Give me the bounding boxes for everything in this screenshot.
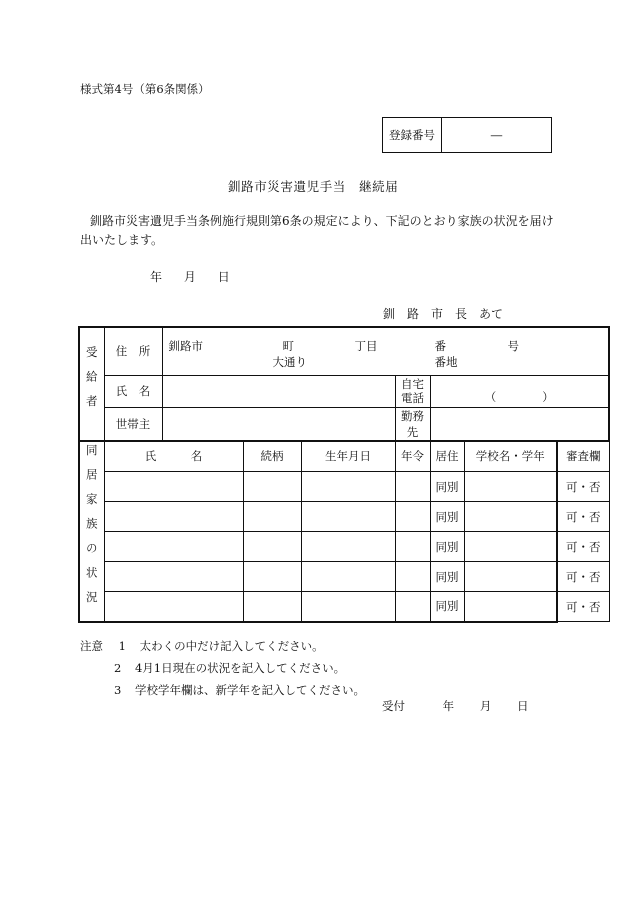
family-residence-cell[interactable]: 同別 — [430, 502, 464, 532]
family-name-cell[interactable] — [104, 502, 243, 532]
address-chome-label: 丁目 — [354, 339, 378, 353]
phone-field[interactable]: （ ） — [430, 375, 609, 407]
date-year-label: 年 — [150, 270, 163, 284]
registration-number-label: 登録番号 — [383, 118, 442, 152]
family-residence-cell[interactable]: 同別 — [430, 592, 464, 622]
date-month-label: 月 — [183, 270, 196, 284]
family-relation-header: 続柄 — [243, 441, 301, 472]
review-cell[interactable]: 可・否 — [557, 472, 609, 502]
address-label: 住 所 — [104, 327, 162, 375]
householder-field[interactable] — [162, 407, 395, 441]
family-residence-cell[interactable]: 同別 — [430, 562, 464, 592]
receipt-year-label: 年 — [442, 699, 455, 713]
family-row — [79, 472, 609, 502]
address-odori-label: 大通り — [272, 355, 307, 369]
family-relation-cell[interactable] — [243, 562, 301, 592]
family-age-cell[interactable] — [395, 472, 430, 502]
recipient-section-label: 受給者 — [79, 327, 104, 441]
address-town-label: 町 — [282, 339, 294, 353]
note-number: 2 — [114, 661, 122, 675]
family-relation-cell[interactable] — [243, 502, 301, 532]
family-birth-cell[interactable] — [301, 562, 395, 592]
workplace-field[interactable] — [430, 407, 609, 441]
review-cell[interactable]: 可・否 — [557, 592, 609, 622]
family-row — [79, 502, 609, 532]
family-name-cell[interactable] — [104, 562, 243, 592]
family-age-cell[interactable] — [395, 532, 430, 562]
phone-label: 自宅 電話 — [395, 375, 430, 407]
family-birth-cell[interactable] — [301, 502, 395, 532]
note-text: 学校学年欄は、新学年を記入してください。 — [134, 683, 365, 697]
address-banchi-label: 番地 — [434, 355, 458, 369]
receipt-date-line[interactable] — [382, 698, 528, 714]
notes-heading: 注意 — [80, 639, 103, 653]
date-day-label: 日 — [217, 270, 230, 284]
family-age-cell[interactable] — [395, 502, 430, 532]
note-text: 4月1日現在の状況を記入してください。 — [134, 661, 346, 675]
note-number: 1 — [118, 639, 126, 653]
family-row — [79, 562, 609, 592]
family-relation-cell[interactable] — [243, 472, 301, 502]
family-name-cell[interactable] — [104, 532, 243, 562]
family-age-header: 年令 — [395, 441, 430, 472]
name-label: 氏 名 — [104, 375, 162, 407]
form-number-label: 様式第4号（第6条関係） — [80, 82, 210, 96]
address-ban-label: 番 — [434, 339, 446, 353]
family-birth-header: 生年月日 — [301, 441, 395, 472]
note-number: 3 — [114, 683, 122, 697]
family-name-cell[interactable] — [104, 592, 243, 622]
family-birth-cell[interactable] — [301, 532, 395, 562]
family-name-cell[interactable] — [104, 472, 243, 502]
family-name-header: 氏 名 — [104, 441, 243, 472]
family-age-cell[interactable] — [395, 562, 430, 592]
addressee: 釧 路 市 長 あて — [383, 307, 504, 321]
family-birth-cell[interactable] — [301, 592, 395, 622]
family-section-label: 同居家族の状況 — [79, 441, 104, 622]
workplace-label: 勤務先 — [395, 407, 430, 441]
intro-text-line-2: 出いたします。 — [80, 233, 164, 247]
family-school-cell[interactable] — [464, 472, 557, 502]
name-field[interactable] — [162, 375, 395, 407]
family-school-header: 学校名・学年 — [464, 441, 557, 472]
address-go-label: 号 — [507, 339, 519, 353]
application-form-table — [78, 326, 610, 623]
family-residence-header: 居住 — [430, 441, 464, 472]
address-city: 釧路市 — [168, 339, 203, 353]
submission-date-line[interactable] — [150, 268, 230, 285]
address-field[interactable] — [162, 327, 609, 375]
document-title: 釧路市災害遺児手当 継続届 — [228, 179, 399, 194]
review-cell[interactable]: 可・否 — [557, 562, 609, 592]
family-school-cell[interactable] — [464, 592, 557, 622]
family-school-cell[interactable] — [464, 502, 557, 532]
registration-number-box — [382, 117, 552, 153]
receipt-day-label: 日 — [516, 699, 529, 713]
review-cell[interactable]: 可・否 — [557, 532, 609, 562]
review-cell[interactable]: 可・否 — [557, 502, 609, 532]
receipt-label: 受付 — [382, 699, 405, 713]
family-birth-cell[interactable] — [301, 472, 395, 502]
family-school-cell[interactable] — [464, 562, 557, 592]
note-text: 太わくの中だけ記入してください。 — [139, 639, 324, 653]
householder-label: 世帯主 — [104, 407, 162, 441]
review-header: 審査欄 — [557, 441, 609, 472]
family-row — [79, 592, 609, 622]
family-age-cell[interactable] — [395, 592, 430, 622]
family-relation-cell[interactable] — [243, 592, 301, 622]
intro-text-line-1: 釧路市災害遺児手当条例施行規則第6条の規定により、下記のとおり家族の状況を届け — [90, 214, 554, 228]
family-residence-cell[interactable]: 同別 — [430, 532, 464, 562]
family-row — [79, 532, 609, 562]
family-relation-cell[interactable] — [243, 532, 301, 562]
family-residence-cell[interactable]: 同別 — [430, 472, 464, 502]
registration-number-value[interactable]: ― — [490, 128, 503, 142]
receipt-month-label: 月 — [479, 699, 492, 713]
family-school-cell[interactable] — [464, 532, 557, 562]
